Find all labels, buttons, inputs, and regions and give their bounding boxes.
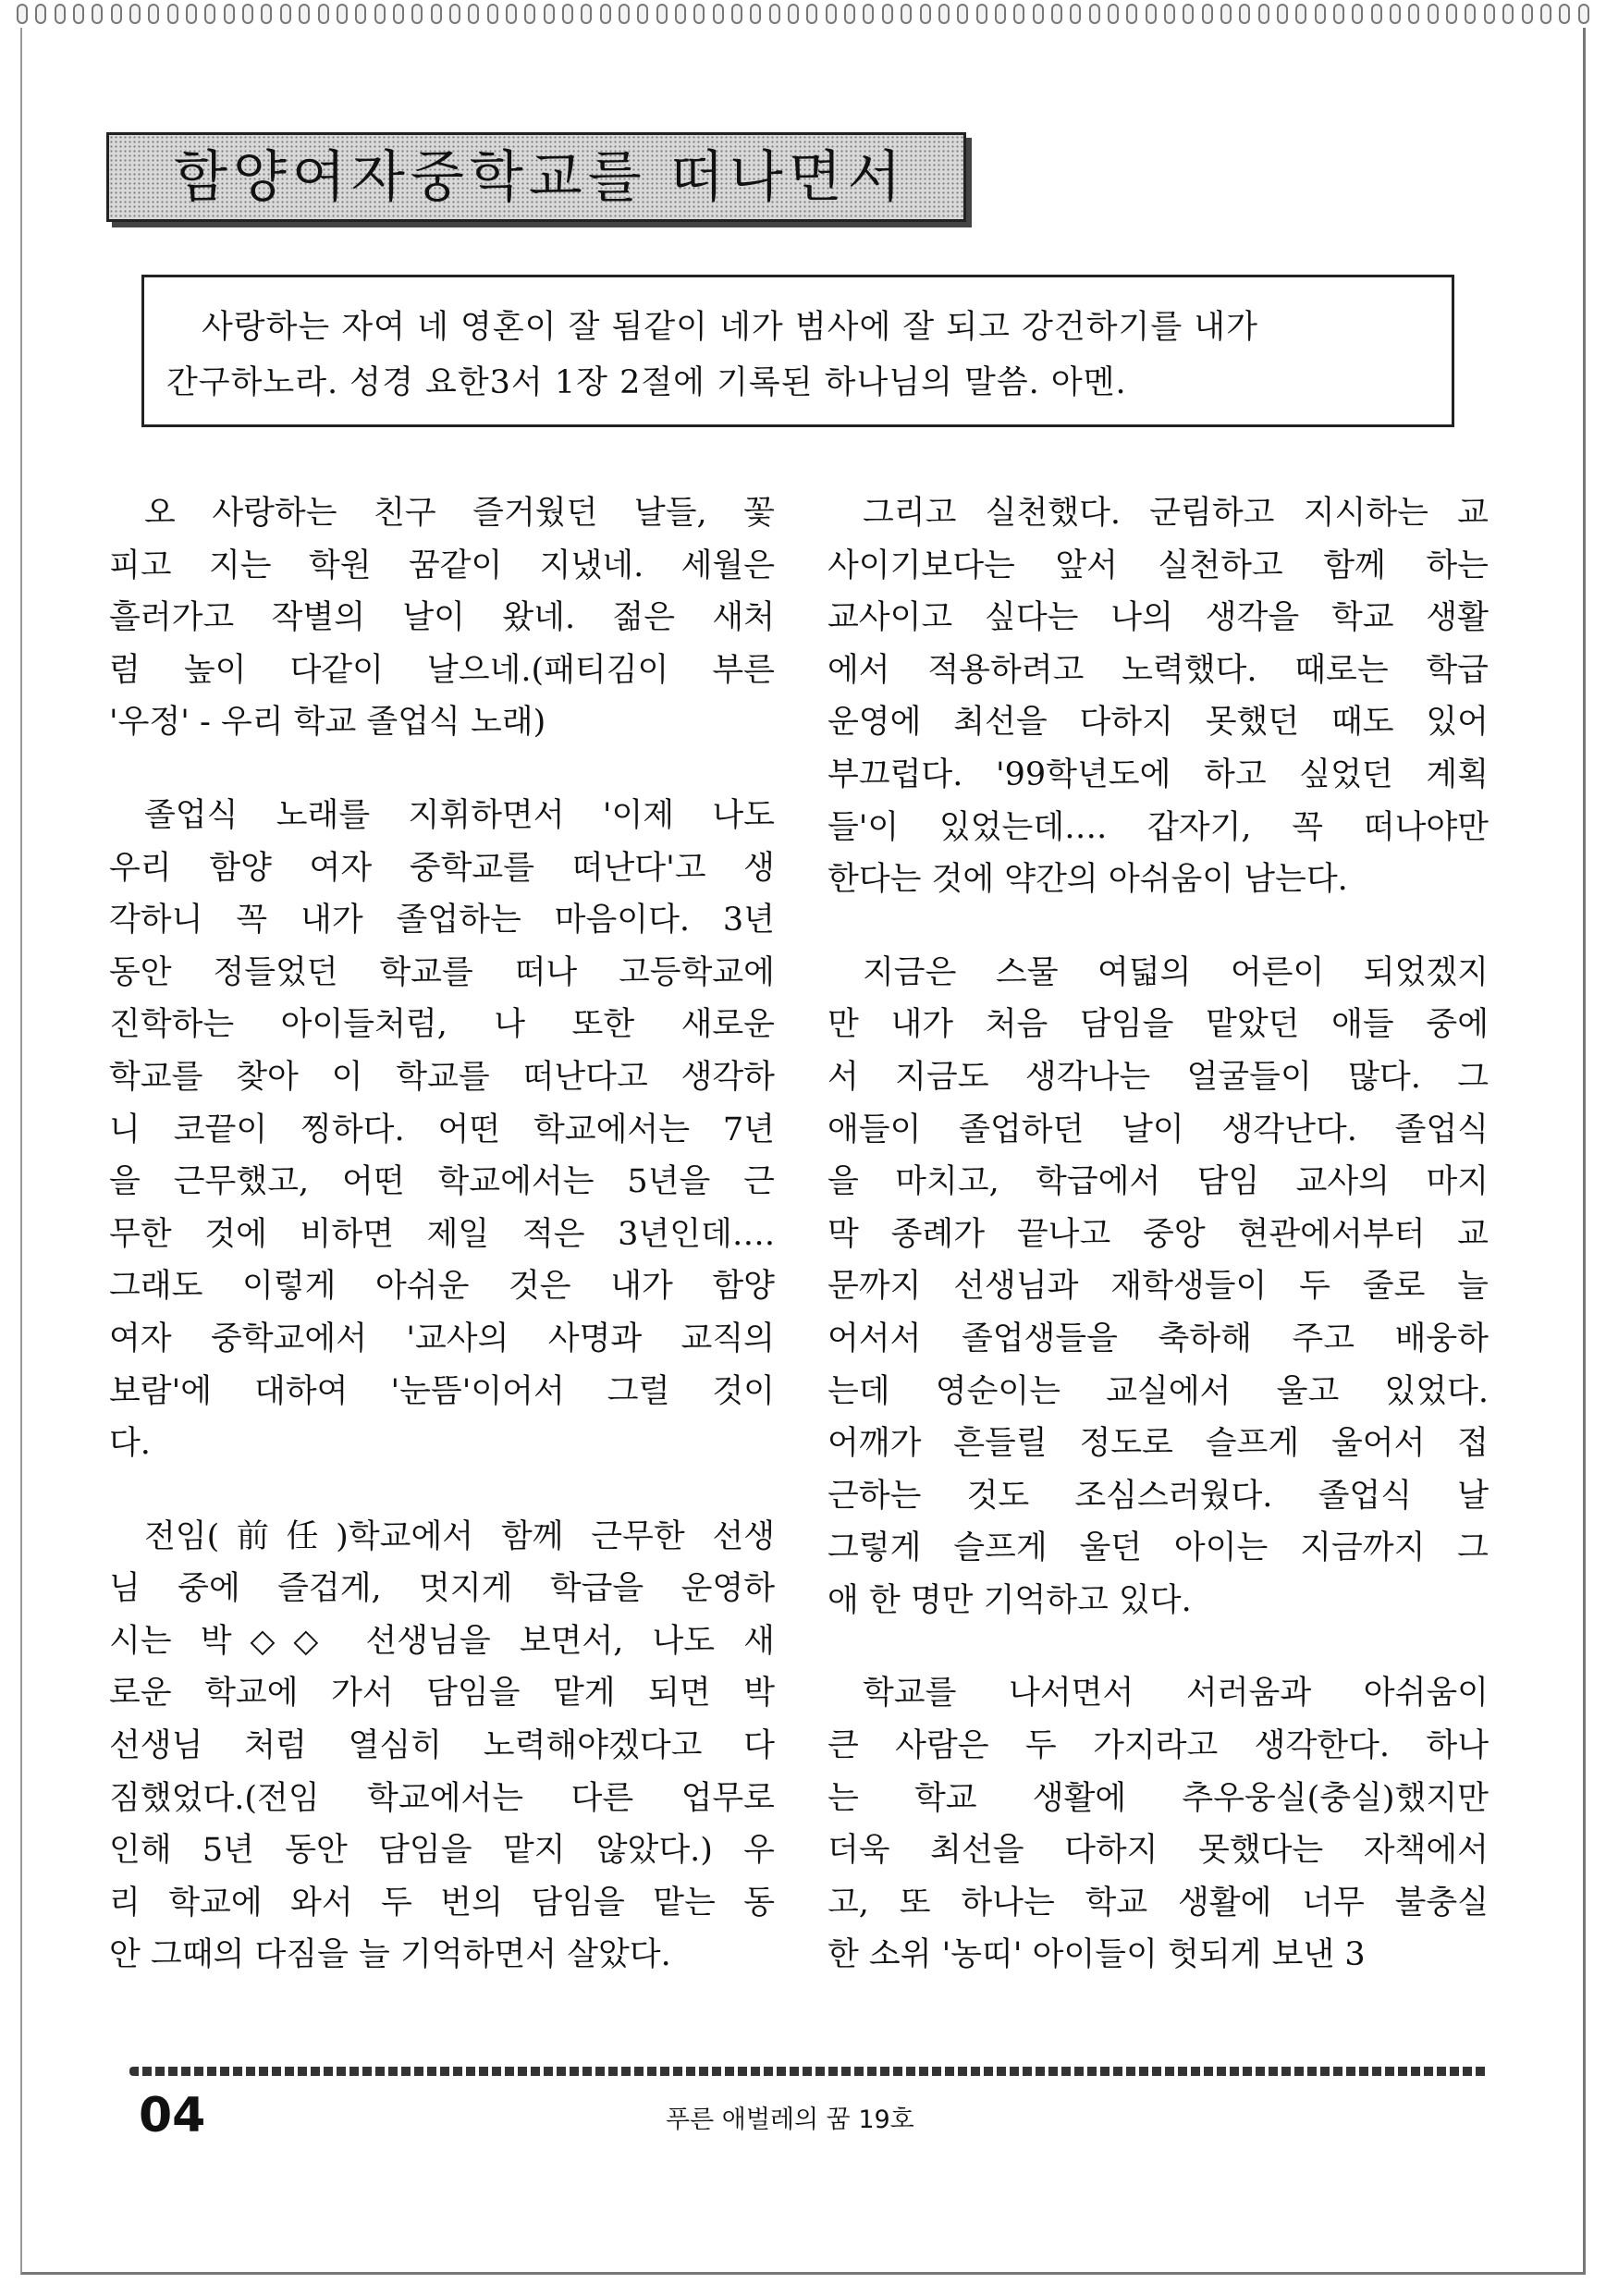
- binding-ring: [1371, 4, 1382, 24]
- binding-ring: [111, 4, 122, 24]
- binding-ring: [355, 4, 366, 24]
- text-line: 럼 높이 다같이 날으네.(패티김이 부른: [109, 651, 775, 689]
- binding-ring: [1202, 4, 1213, 24]
- binding-ring: [261, 4, 272, 24]
- text-line: 우리 함양 여자 중학교를 떠난다'고 생: [109, 849, 775, 887]
- binding-ring: [318, 4, 329, 24]
- text-line: 피고 지는 학원 꿈같이 지냈네. 세월은: [109, 546, 775, 584]
- binding-ring: [882, 4, 893, 24]
- binding-ring: [1559, 4, 1570, 24]
- binding-ring: [73, 4, 84, 24]
- text-line: 을 마치고, 학급에서 담임 교사의 마지: [828, 1163, 1489, 1201]
- binding-ring: [280, 4, 291, 24]
- paragraph: [828, 947, 1489, 1627]
- text-line: 인해 5년 동안 담임을 맡지 않았다.) 우: [109, 1832, 775, 1870]
- binding-ring: [487, 4, 498, 24]
- binding-ring: [242, 4, 253, 24]
- binding-ring: [224, 4, 235, 24]
- text-line: 짐했었다.(전임 학교에서는 다른 업무로: [109, 1779, 775, 1817]
- binding-ring: [1540, 4, 1551, 24]
- text-line: 만 내가 처음 담임을 맡았던 애들 중에: [828, 1006, 1489, 1044]
- text-line: 을 근무했고, 어떤 학교에서는 5년을 근: [109, 1163, 775, 1201]
- binding-ring: [204, 4, 215, 24]
- binding-ring: [1315, 4, 1326, 24]
- binding-ring: [995, 4, 1006, 24]
- binding-ring: [562, 4, 573, 24]
- text-line: 서 지금도 생각나는 얼굴들이 많다. 그: [828, 1058, 1489, 1096]
- binding-ring: [938, 4, 950, 24]
- text-line: 어깨가 흔들릴 정도로 슬프게 울어서 접: [828, 1425, 1489, 1463]
- binding-ring: [806, 4, 817, 24]
- binding-ring: [1164, 4, 1175, 24]
- binding-ring: [1295, 4, 1306, 24]
- spiral-binding: [0, 0, 1606, 31]
- text-line: 전임(前任)학교에서 함께 근무한 선생: [144, 1517, 775, 1555]
- paragraph: [109, 487, 775, 749]
- text-line: 들'이 있었는데…. 갑자기, 꼭 떠나야만: [828, 808, 1489, 846]
- binding-ring: [1333, 4, 1344, 24]
- binding-ring: [600, 4, 611, 24]
- binding-ring: [957, 4, 968, 24]
- binding-ring: [35, 4, 46, 24]
- text-line: 교사이고 싶다는 나의 생각을 학교 생활: [828, 599, 1489, 637]
- binding-ring: [1502, 4, 1514, 24]
- paragraph: [828, 1667, 1489, 1982]
- text-line: 는 학교 생활에 추우웅실(충실)했지만: [828, 1779, 1489, 1817]
- binding-ring: [506, 4, 517, 24]
- binding-ring: [826, 4, 837, 24]
- binding-ring: [581, 4, 592, 24]
- text-line: 한 소위 '농띠' 아이들이 헛되게 보낸 3: [828, 1936, 1366, 1974]
- binding-ring: [411, 4, 423, 24]
- binding-ring: [731, 4, 742, 24]
- binding-ring: [337, 4, 348, 24]
- paragraph: [828, 487, 1489, 906]
- binding-ring: [619, 4, 630, 24]
- binding-ring: [1239, 4, 1250, 24]
- binding-ring: [524, 4, 535, 24]
- text-line: 운영에 최선을 다하지 못했던 때도 있어: [828, 704, 1489, 742]
- text-line: 막 종례가 끝나고 중앙 현관에서부터 교: [828, 1215, 1489, 1253]
- text-line: 시는 박◇◇ 선생님을 보면서, 나도 새: [109, 1622, 775, 1660]
- right-column: [828, 487, 1489, 2022]
- binding-ring: [1428, 4, 1439, 24]
- title-box: [106, 132, 966, 222]
- binding-ring: [186, 4, 197, 24]
- binding-ring: [1033, 4, 1044, 24]
- text-line: 리 학교에 와서 두 번의 담임을 맡는 동: [109, 1884, 775, 1922]
- binding-ring: [713, 4, 724, 24]
- text-line: 더욱 최선을 다하지 못했다는 자책에서: [828, 1832, 1489, 1870]
- text-line: 애들이 졸업하던 날이 생각난다. 졸업식: [828, 1111, 1489, 1148]
- scripture-quote-box: [141, 275, 1454, 427]
- binding-ring: [449, 4, 460, 24]
- paragraph: [109, 1511, 775, 1982]
- text-line: 여자 중학교에서 '교사의 사명과 교직의: [109, 1320, 775, 1357]
- text-line: 흘러가고 작별의 날이 왔네. 젊은 새처: [109, 599, 775, 637]
- text-line: 선생님 처럼 열심히 노력해야겠다고 다: [109, 1727, 775, 1765]
- binding-ring: [374, 4, 386, 24]
- binding-ring: [1108, 4, 1119, 24]
- binding-ring: [1146, 4, 1157, 24]
- binding-ring: [863, 4, 874, 24]
- text-line: 오 사랑하는 친구 즐거웠던 날들, 꽃: [144, 495, 775, 532]
- text-line: 애 한 명만 기억하고 있다.: [828, 1581, 1192, 1619]
- text-line: 보람'에 대하여 '눈뜸'이어서 그럴 것이: [109, 1372, 775, 1410]
- text-line: 니 코끝이 찡하다. 어떤 학교에서는 7년: [109, 1111, 775, 1148]
- text-line: 무한 것에 비하면 제일 적은 3년인데….: [109, 1215, 775, 1253]
- binding-ring: [299, 4, 310, 24]
- text-line: 진학하는 아이들처럼, 나 또한 새로운: [109, 1006, 775, 1044]
- text-line: 사이기보다는 앞서 실천하고 함께 하는: [828, 546, 1489, 584]
- binding-ring: [1352, 4, 1363, 24]
- binding-ring: [1578, 4, 1589, 24]
- binding-ring: [17, 4, 28, 24]
- text-line: 어서서 졸업생들을 축하해 주고 배웅하: [828, 1320, 1489, 1357]
- left-column: [109, 487, 775, 2022]
- quote-line: 간구하노라. 성경 요한3서 1장 2절에 기록된 하나님의 말씀. 아멘.: [166, 364, 1127, 401]
- quote-line: 사랑하는 자여 네 영혼이 잘 됨같이 네가 범사에 잘 되고 강건하기를 내가: [202, 309, 1258, 346]
- text-line: 그렇게 슬프게 울던 아이는 지금까지 그: [828, 1529, 1489, 1567]
- binding-ring: [393, 4, 404, 24]
- binding-ring: [92, 4, 103, 24]
- text-line: 님 중에 즐겁게, 멋지게 학급을 운영하: [109, 1570, 775, 1608]
- binding-ring: [788, 4, 799, 24]
- binding-ring: [1408, 4, 1419, 24]
- text-line: 는데 영순이는 교실에서 울고 있었다.: [828, 1372, 1489, 1410]
- binding-ring: [1183, 4, 1194, 24]
- text-line: 부끄럽다. '99학년도에 하고 싶었던 계획: [828, 755, 1489, 793]
- text-line: 학교를 찾아 이 학교를 떠난다고 생각하: [109, 1058, 775, 1096]
- binding-ring: [1484, 4, 1495, 24]
- page-number: 04: [139, 2088, 206, 2143]
- publication-name: 푸른 애벌레의 꿈 19호: [666, 2106, 914, 2134]
- binding-ring: [167, 4, 178, 24]
- text-line: 안 그때의 다짐을 늘 기억하면서 살았다.: [109, 1936, 671, 1974]
- paragraph: [109, 790, 775, 1470]
- binding-ring: [750, 4, 761, 24]
- binding-ring: [129, 4, 141, 24]
- article-title: 함양여자중학교를 떠나면서: [174, 144, 907, 210]
- binding-ring: [1126, 4, 1137, 24]
- binding-ring: [901, 4, 912, 24]
- binding-ring: [769, 4, 780, 24]
- binding-ring: [148, 4, 159, 24]
- binding-ring: [1051, 4, 1062, 24]
- text-line: 졸업식 노래를 지휘하면서 '이제 나도: [144, 796, 775, 834]
- text-line: 그래도 이렇게 아쉬운 것은 내가 함양: [109, 1268, 775, 1306]
- binding-ring: [1465, 4, 1476, 24]
- text-line: 로운 학교에 가서 담임을 맡게 되면 박: [109, 1675, 775, 1713]
- binding-ring: [1013, 4, 1024, 24]
- binding-ring: [976, 4, 987, 24]
- text-line: 고, 또 하나는 학교 생활에 너무 불충실: [828, 1884, 1489, 1922]
- binding-ring: [1390, 4, 1401, 24]
- binding-ring: [693, 4, 705, 24]
- text-line: 그리고 실천했다. 군림하고 지시하는 교: [863, 495, 1489, 532]
- text-line: 문까지 선생님과 재학생들이 두 줄로 늘: [828, 1268, 1489, 1306]
- text-line: '우정' - 우리 학교 졸업식 노래): [109, 704, 546, 742]
- binding-ring: [920, 4, 931, 24]
- binding-ring: [1070, 4, 1081, 24]
- binding-ring: [544, 4, 555, 24]
- binding-ring: [1522, 4, 1533, 24]
- binding-ring: [1220, 4, 1232, 24]
- footer-divider: [129, 2067, 1489, 2076]
- binding-ring: [468, 4, 479, 24]
- binding-ring: [55, 4, 66, 24]
- text-line: 근하는 것도 조심스러웠다. 졸업식 날: [828, 1477, 1489, 1515]
- text-line: 지금은 스물 여덟의 어른이 되었겠지: [863, 953, 1489, 991]
- binding-ring: [1089, 4, 1100, 24]
- text-line: 학교를 나서면서 서러움과 아쉬움이: [863, 1675, 1489, 1713]
- binding-ring: [844, 4, 855, 24]
- text-line: 에서 적용하려고 노력했다. 때로는 학급: [828, 651, 1489, 689]
- text-line: 각하니 꼭 내가 졸업하는 마음이다. 3년: [109, 902, 775, 939]
- text-line: 동안 정들었던 학교를 떠나 고등학교에: [109, 953, 775, 991]
- binding-ring: [656, 4, 668, 24]
- text-line: 다.: [109, 1425, 151, 1463]
- binding-ring: [1446, 4, 1457, 24]
- binding-ring: [637, 4, 648, 24]
- text-line: 큰 사람은 두 가지라고 생각한다. 하나: [828, 1727, 1489, 1765]
- binding-ring: [1258, 4, 1269, 24]
- binding-ring: [675, 4, 686, 24]
- binding-ring: [431, 4, 442, 24]
- binding-ring: [1277, 4, 1288, 24]
- text-line: 한다는 것에 약간의 아쉬움이 남는다.: [828, 861, 1348, 899]
